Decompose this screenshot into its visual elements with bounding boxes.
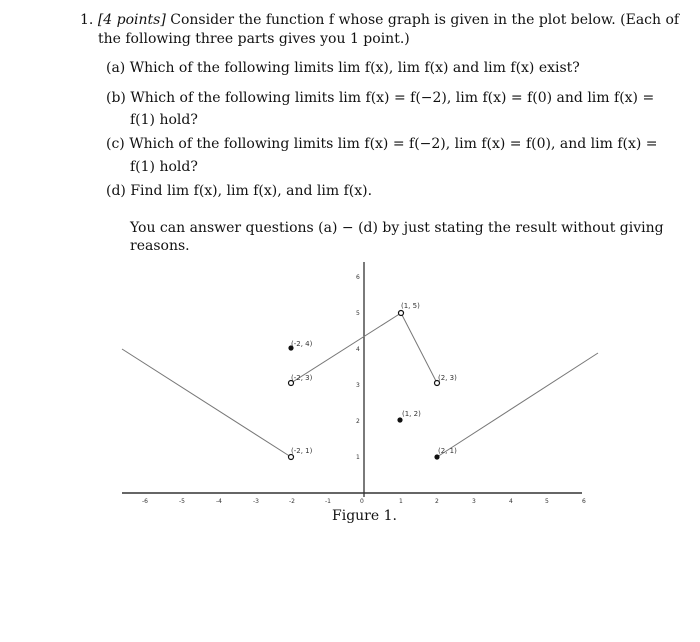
x-tick-label: -4 (216, 498, 222, 505)
x-tick-label: -6 (142, 498, 148, 505)
point-label: (-2, 3) (291, 374, 313, 382)
figure-caption: Figure 1. (332, 508, 397, 524)
x-tick-label: 2 (435, 498, 439, 505)
part-d-label: (d) (106, 183, 126, 199)
point-label: (-2, 1) (291, 447, 313, 455)
x-tick-label: 1 (399, 498, 403, 505)
note-line-2: reasons. (130, 238, 190, 254)
y-tick-label: 3 (356, 382, 360, 389)
x-tick-label: -5 (179, 498, 185, 505)
x-tick-label: -2 (289, 498, 295, 505)
x-tick-label: 6 (582, 498, 586, 505)
part-d-text: Find lim f(x), lim f(x), and lim f(x). (130, 183, 373, 199)
x-tick-label: 4 (509, 498, 513, 505)
point-label: (2, 1) (438, 447, 457, 455)
part-b-text-1: Which of the following limits lim f(x) = f(−2), lim f(x) = f(0) and lim f(x) = (130, 90, 655, 106)
y-tick-label: 4 (356, 346, 360, 353)
x-tick-label: -3 (253, 498, 259, 505)
point-label: (1, 2) (402, 410, 421, 418)
problem-intro-2: the following three parts gives you 1 point.) (98, 31, 410, 47)
problem-intro-1: Consider the function f whose graph is given in the plot below. (Each of (170, 12, 680, 28)
part-a-text: Which of the following limits lim f(x), lim f(x) and lim f(x) exist? (129, 60, 580, 76)
y-tick-label: 6 (356, 274, 360, 281)
part-c-label: (c) (106, 136, 125, 152)
part-c-text-2: f(1) hold? (130, 159, 198, 175)
point-filled-1-2 (397, 417, 402, 422)
point-label: (-2, 4) (291, 340, 313, 348)
graph-segment-left (122, 349, 291, 457)
y-tick-label: 1 (356, 454, 360, 461)
part-b-text-2: f(1) hold? (130, 112, 198, 128)
x-tick-label: 0 (360, 498, 364, 505)
part-b-label: (b) (106, 90, 126, 106)
problem-points: [4 points] (97, 12, 166, 28)
part-c-text-1: Which of the following limits lim f(x) = f(−2), lim f(x) = f(0), and lim f(x) = (129, 136, 658, 152)
x-tick-label: 5 (545, 498, 549, 505)
point-open-1-5 (399, 311, 404, 316)
graph-segment-middle-rise (291, 313, 401, 383)
x-tick-label: 3 (472, 498, 476, 505)
part-a-label: (a) (106, 60, 126, 76)
point-label: (1, 5) (401, 302, 420, 310)
note-line-1: You can answer questions (a) − (d) by just stating the result without giving (130, 220, 664, 236)
point-filled-2-1 (434, 454, 439, 459)
point-label: (2, 3) (438, 374, 457, 382)
problem-number: 1. (80, 12, 94, 28)
y-tick-label: 5 (356, 310, 360, 317)
graph-segment-middle-fall (401, 313, 437, 383)
graph-segment-right (437, 353, 598, 457)
y-tick-label: 2 (356, 418, 360, 425)
point-open-neg2-1 (289, 455, 294, 460)
x-tick-label: -1 (325, 498, 331, 505)
